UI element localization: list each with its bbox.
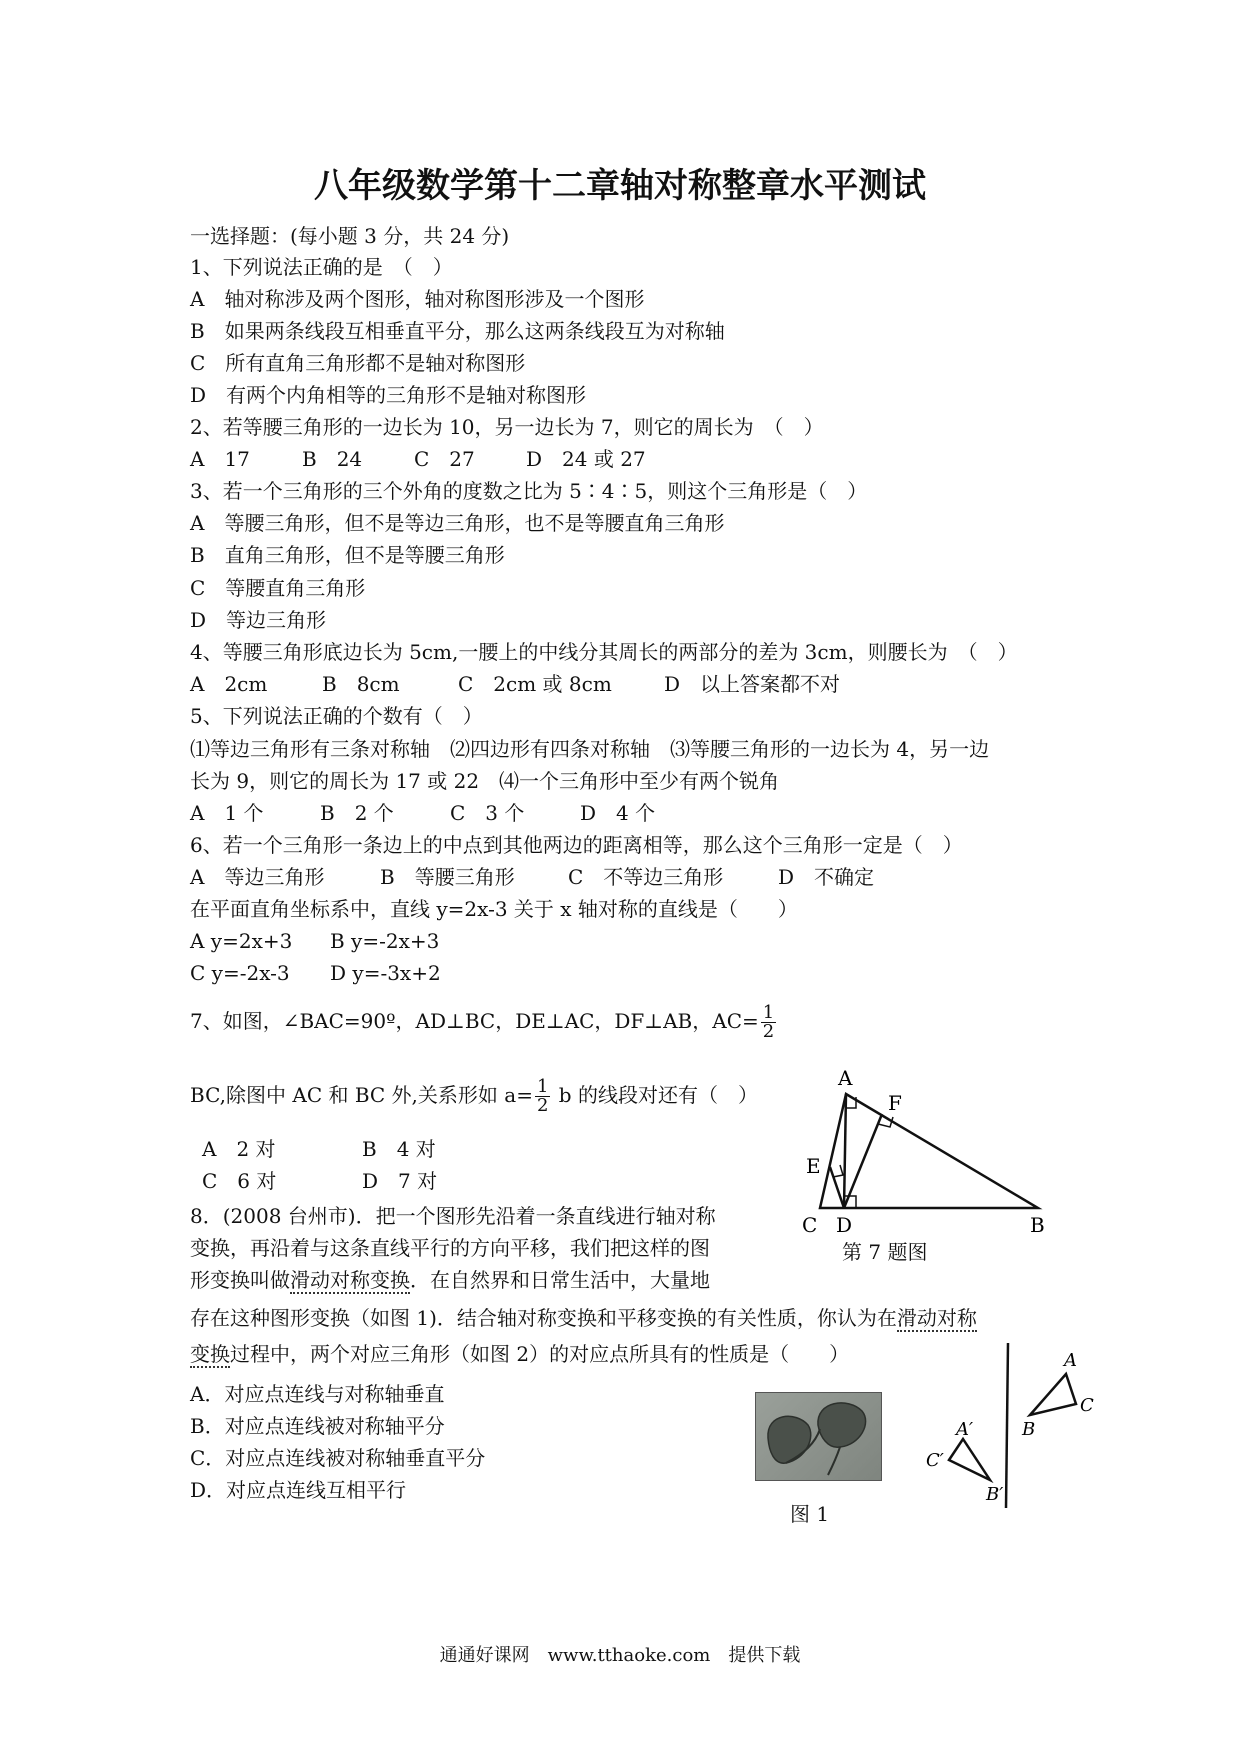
label-b: B — [1030, 1213, 1045, 1237]
qx-option-a: A y=2x+3 — [190, 929, 293, 953]
q2-option-b: B 24 — [302, 447, 363, 471]
q7-figure-caption: 第 7 题图 — [842, 1240, 928, 1264]
figure2 — [920, 1340, 1120, 1510]
qx-option-b: B y=-2x+3 — [330, 929, 440, 953]
q8-line5: 变换过程中，两个对应三角形（如图 2）的对应点所具有的性质是（ ） — [190, 1342, 850, 1366]
q7-option-b: B 4 对 — [362, 1137, 436, 1161]
q7-options-row2 — [202, 1167, 437, 1195]
fig2-label-b: B — [1022, 1419, 1036, 1440]
q6-option-a: A 等边三角形 — [190, 865, 325, 889]
q8-term-dotted: 滑动对称变换 — [290, 1268, 410, 1292]
q7-line2-text: BC,除图中 AC 和 BC 外,关系形如 a= — [190, 1083, 533, 1107]
fig2-label-c2: C′ — [926, 1450, 944, 1471]
q4-option-c: C 2cm 或 8cm — [458, 672, 612, 696]
q5-option-a: A 1 个 — [190, 801, 264, 825]
label-a: A — [838, 1070, 853, 1090]
q4-stem: 4、等腰三角形底边长为 5cm,一腰上的中线分其周长的两部分的差为 3cm，则腰长为 （ ） — [190, 640, 1018, 664]
q3-option-d: D 等边三角形 — [190, 608, 327, 632]
qx-stem: 在平面直角坐标系中，直线 y=2x-3 关于 x 轴对称的直线是（ ） — [190, 897, 798, 921]
q2-options — [190, 445, 646, 473]
label-d: D — [836, 1213, 853, 1237]
q3-option-a: A 等腰三角形，但不是等边三角形，也不是等腰直角三角形 — [190, 511, 725, 535]
label-c: C — [802, 1213, 818, 1237]
leaf-photo — [755, 1392, 882, 1481]
q1-option-d: D 有两个内角相等的三角形不是轴对称图形 — [190, 383, 587, 407]
q6-options — [190, 863, 874, 891]
page-footer: 通通好课网 www.tthaoke.com 提供下载 — [439, 1645, 801, 1666]
q7-option-c: C 6 对 — [202, 1169, 277, 1193]
q6-option-d: D 不确定 — [778, 865, 875, 889]
q7-options-row1 — [202, 1135, 436, 1163]
q7-figure — [780, 1070, 1060, 1245]
qx-options-row1 — [190, 927, 439, 955]
q2-option-a: A 17 — [190, 447, 250, 471]
segment-ad — [844, 1094, 846, 1208]
q1-option-b: B 如果两条线段互相垂直平分，那么这两条线段互为对称轴 — [190, 319, 725, 343]
fig2-label-a: A — [1064, 1350, 1077, 1371]
q8-line1: 8．(2008 台州市)．把一个图形先沿着一条直线进行轴对称 — [190, 1204, 716, 1228]
qx-option-c: C y=-2x-3 — [190, 961, 290, 985]
q7-option-a: A 2 对 — [202, 1137, 276, 1161]
q8-option-a: A．对应点连线与对称轴垂直 — [190, 1382, 445, 1406]
q3-stem: 3、若一个三角形的三个外角的度数之比为 5∶4∶5，则这个三角形是（ ） — [190, 479, 868, 503]
q4-option-a: A 2cm — [190, 672, 268, 696]
q8-line4: 存在这种图形变换（如图 1)．结合轴对称变换和平移变换的有关性质，你认为在滑动对称 — [190, 1306, 977, 1330]
q8-term-dotted-2: 滑动对称 — [896, 1306, 977, 1330]
page-title: 八年级数学第十二章轴对称整章水平测试 — [314, 166, 926, 206]
triangle-abc-fig2 — [1030, 1374, 1076, 1415]
q5-option-b: B 2 个 — [320, 801, 394, 825]
q6-option-c: C 不等边三角形 — [568, 865, 724, 889]
q5-statement-line2: 长为 9，则它的周长为 17 或 22 ⑷一个三角形中至少有两个锐角 — [190, 769, 780, 793]
q8-option-c: C．对应点连线被对称轴垂直平分 — [190, 1446, 486, 1470]
q7-line2-suffix: b 的线段对还有（ ） — [552, 1083, 758, 1107]
q2-option-d: D 24 或 27 — [526, 447, 646, 471]
q4-options — [190, 670, 840, 698]
q8-option-b: B．对应点连线被对称轴平分 — [190, 1414, 445, 1438]
symmetry-axis — [1006, 1343, 1008, 1508]
q2-option-c: C 27 — [414, 447, 475, 471]
q5-statement-line1: ⑴等边三角形有三条对称轴 ⑵四边形有四条对称轴 ⑶等腰三角形的一边长为 4，另一边 — [190, 737, 990, 761]
q1-stem: 1、下列说法正确的是 （ ） — [190, 255, 453, 279]
fig2-label-b2: B′ — [986, 1484, 1004, 1505]
q1-option-c: C 所有直角三角形都不是轴对称图形 — [190, 351, 526, 375]
qx-options-row2 — [190, 959, 441, 987]
q3-option-b: B 直角三角形，但不是等腰三角形 — [190, 543, 505, 567]
q8-line2: 变换，再沿着与这条直线平行的方向平移，我们把这样的图 — [190, 1236, 710, 1260]
q7-fraction: $\frac{1}{2}$ — [762, 1002, 775, 1042]
q8-option-d: D．对应点连线互相平行 — [190, 1478, 407, 1502]
section-heading: 一选择题：(每小题 3 分，共 24 分) — [190, 224, 510, 248]
q5-option-c: C 3 个 — [450, 801, 525, 825]
label-f: F — [888, 1091, 902, 1115]
q7-option-d: D 7 对 — [362, 1169, 438, 1193]
qx-option-d: D y=-3x+2 — [330, 961, 441, 985]
q5-option-d: D 4 个 — [580, 801, 656, 825]
segment-df — [844, 1114, 882, 1208]
triangle-abc — [820, 1094, 1038, 1208]
q2-stem: 2、若等腰三角形的一边长为 10，另一边长为 7，则它的周长为 （ ） — [190, 415, 824, 439]
q8-line3: 形变换叫做滑动对称变换．在自然界和日常生活中，大量地 — [190, 1268, 710, 1292]
q6-stem: 6、若一个三角形一条边上的中点到其他两边的距离相等，那么这个三角形一定是（ ） — [190, 833, 963, 857]
right-angle-e — [833, 1165, 843, 1177]
q3-option-c: C 等腰直角三角形 — [190, 576, 366, 600]
q7-fraction-2: $\frac{1}{2}$ — [536, 1076, 549, 1116]
triangle-a2b2c2 — [949, 1439, 990, 1480]
figure1-caption: 图 1 — [790, 1502, 830, 1526]
q7-stem-text: 7、如图，∠BAC=90º，AD⊥BC，DE⊥AC，DF⊥AB，AC= — [190, 1009, 759, 1033]
q8-term-dotted-3: 变换 — [190, 1342, 230, 1366]
leaf-icon — [756, 1393, 881, 1480]
q1-option-a: A 轴对称涉及两个图形，轴对称图形涉及一个图形 — [190, 287, 645, 311]
q5-stem: 5、下列说法正确的个数有（ ） — [190, 704, 483, 728]
q4-option-d: D 以上答案都不对 — [664, 672, 841, 696]
q5-options — [190, 799, 655, 827]
fig2-label-c: C — [1080, 1395, 1094, 1416]
label-e: E — [806, 1154, 821, 1178]
q6-option-b: B 等腰三角形 — [380, 865, 515, 889]
fig2-label-a2: A′ — [956, 1419, 974, 1440]
q7-stem-line2 — [190, 1078, 758, 1115]
q7-stem — [190, 1004, 778, 1041]
q4-option-b: B 8cm — [322, 672, 400, 696]
